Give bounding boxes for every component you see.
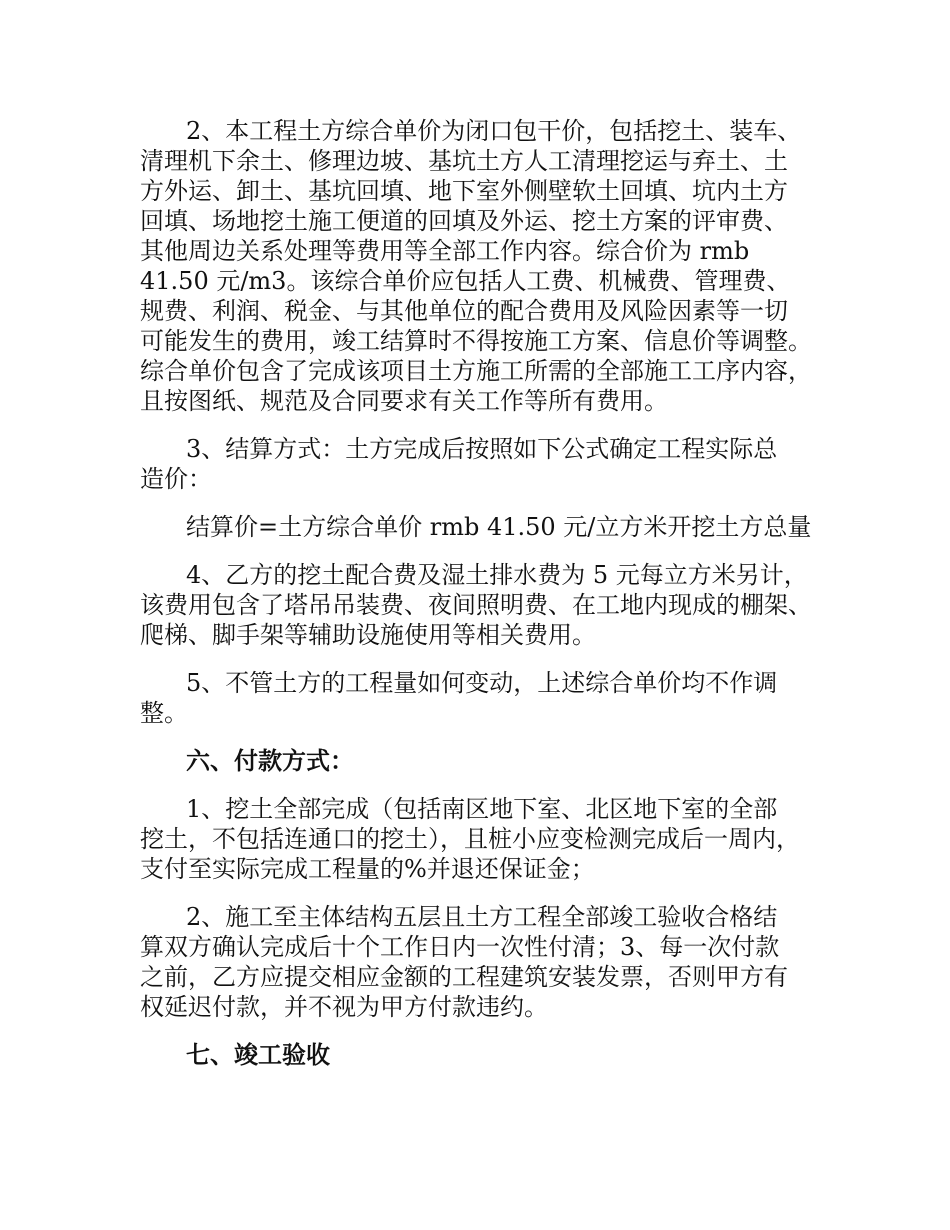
section2-line-9: 综合单价包含了完成该项目土方施工所需的全部施工工序内容，: [140, 357, 812, 385]
section5-line-2: 整。: [140, 699, 188, 727]
section2-line-1: 2、本工程土方综合单价为闭口包干价，包括挖土、装车、: [186, 117, 802, 145]
payment2-line-2: 算双方确认完成后十个工作日内一次性付清；3、每一次付款: [140, 933, 780, 961]
section2-line-5: 其他周边关系处理等费用等全部工作内容。综合价为 rmb: [140, 237, 750, 265]
heading-payment-method: 六、付款方式：: [186, 746, 354, 775]
section5-line-1: 5、不管土方的工程量如何变动，上述综合单价均不作调: [186, 669, 778, 697]
payment2-line-4: 权延迟付款，并不视为甲方付款违约。: [140, 993, 548, 1021]
settlement-formula: 结算价=土方综合单价 rmb 41.50 元/立方米开挖土方总量: [186, 513, 812, 541]
section3-line-1: 3、结算方式：土方完成后按照如下公式确定工程实际总: [186, 435, 778, 463]
section2-line-3: 方外运、卸土、基坑回填、地下室外侧壁软土回填、坑内土方: [140, 177, 788, 205]
section2-line-4: 回填、场地挖土施工便道的回填及外运、挖土方案的评审费、: [140, 207, 788, 235]
section4-line-1: 4、乙方的挖土配合费及湿土排水费为 5 元每立方米另计，: [186, 561, 808, 589]
payment2-line-1: 2、施工至主体结构五层且土方工程全部竣工验收合格结: [186, 903, 778, 931]
section2-line-6: 41.50 元/m3。该综合单价应包括人工费、机械费、管理费、: [140, 267, 791, 295]
section2-line-2: 清理机下余土、修理边坡、基坑土方人工清理挖运与弃土、土: [140, 147, 788, 175]
heading-completion-acceptance: 七、竣工验收: [186, 1040, 330, 1069]
section4-line-2: 该费用包含了塔吊吊装费、夜间照明费、在工地内现成的棚架、: [140, 591, 812, 619]
payment2-line-3: 之前，乙方应提交相应金额的工程建筑安装发票，否则甲方有: [140, 963, 788, 991]
section2-line-7: 规费、利润、税金、与其他单位的配合费用及风险因素等一切: [140, 297, 788, 325]
section3-line-2: 造价：: [140, 465, 212, 493]
payment1-line-2: 挖土，不包括连通口的挖土），且桩小应变检测完成后一周内，: [140, 825, 800, 853]
payment1-line-1: 1、挖土全部完成（包括南区地下室、北区地下室的全部: [186, 795, 778, 823]
section2-line-8: 可能发生的费用，竣工结算时不得按施工方案、信息价等调整。: [140, 327, 812, 355]
payment1-line-3: 支付至实际完成工程量的%并退还保证金；: [140, 855, 595, 883]
section2-line-10: 且按图纸、规范及合同要求有关工作等所有费用。: [140, 387, 668, 415]
section4-line-3: 爬梯、脚手架等辅助设施使用等相关费用。: [140, 621, 596, 649]
